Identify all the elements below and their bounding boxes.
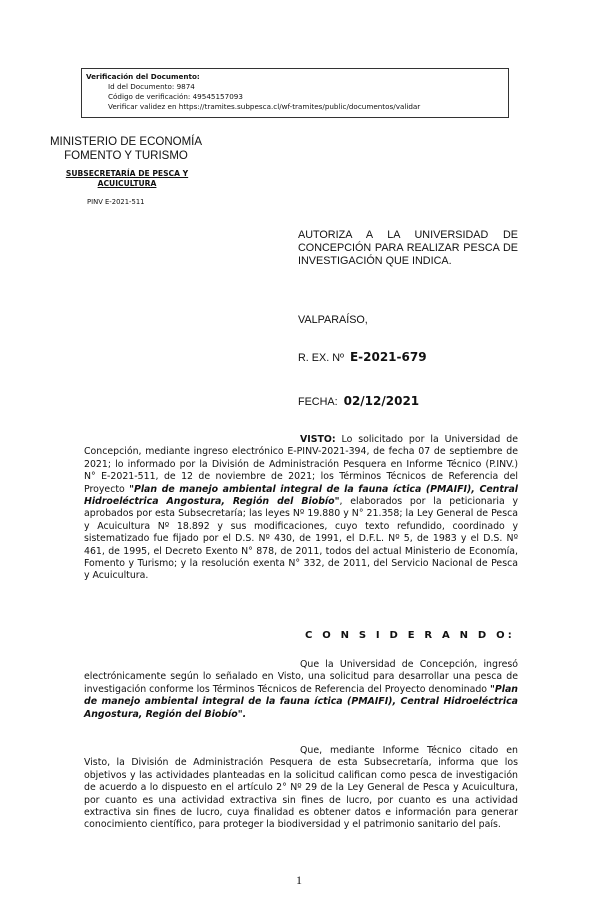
verification-url[interactable]: • Verificar validez en https://tramites.subpesca.cl/wf-tramites/public/documentos/validar [108, 102, 508, 112]
visto-text-a: Lo solicitado por la Universidad de Concepción, mediante ingreso electrónico E-PINV-2021-394, de fecha 07 de septiembre de 2021; lo informado por la División de Administración Pesquera en Informe Técnico (P.INV.) N° E-2021-511, de 12 de noviembre de 2021; los Términos Técnicos de Referencia del Proyecto [84, 434, 518, 495]
place: VALPARAÍSO, [298, 314, 368, 326]
ministry-line-1: MINISTERIO DE ECONOMÍA [49, 136, 203, 148]
ministry-name [40, 135, 212, 163]
resolution-summary: AUTORIZA A LA UNIVERSIDAD DE CONCEPCIÓN PARA REALIZAR PESCA DE INVESTIGACIÓN QUE INDICA. [298, 229, 518, 267]
considerando-heading: C O N S I D E R A N D O: [305, 630, 515, 641]
considerando-paragraph-1 [84, 659, 518, 721]
resolution-number [298, 350, 427, 364]
visto-project-name: "Plan de manejo ambiental integral de la fauna íctica (PMAIFI), Central Hidroeléctrica Angostura, Región del Biobío" [84, 483, 518, 508]
date-value: 02/12/2021 [343, 394, 420, 408]
considerando-p1-text: Que la Universidad de Concepción, ingresó electrónicamente según lo señalado en Visto, una solicitud para desarrollar una pesca de investigación conforme los Términos Técnicos de Referencia del Proyecto denominado [84, 659, 518, 695]
visto-paragraph [84, 434, 518, 583]
subsecretaria-name: SUBSECRETARÍA DE PESCA Y ACUICULTURA [65, 169, 189, 188]
visto-label: VISTO: [300, 434, 336, 445]
considerando-paragraph-2 [84, 745, 518, 832]
verification-document-id: • Id del Documento: 9874 [108, 82, 508, 92]
verification-box [81, 68, 509, 118]
visto-text-b: , elaborados por la peticionaria y aprobados por esta Subsecretaría; las leyes Nº 19.880 y N° 21.358; la Ley General de Pesca y Acuicultura Nº 18.892 y sus modificaciones, cuyo texto refundido, coordinado y sistematizado fue fijado por el D.S. Nº 430, de 1991, el D.F.L. Nº 5, de 1983 y el D.S. Nº 461, de 1995, el Decreto Exento N° 878, de 2011, todos del actual Ministerio de Economía, Fomento y Turismo; y la resolución exenta N° 332, de 2011, del Servicio Nacional de Pesca y Acuicultura. [84, 496, 518, 582]
date-label: FECHA: [298, 396, 338, 408]
page-number: 1 [296, 873, 302, 887]
resolution-value: E-2021-679 [349, 350, 427, 364]
considerando-p1-project: "Plan de manejo ambiental integral de la fauna íctica (PMAIFI), Central Hidroeléctrica Angostura, Región del Biobío". [84, 683, 518, 720]
pinv-reference: PINV E-2021-511 [87, 198, 145, 206]
verification-title: Verificación del Documento: [86, 72, 200, 81]
resolution-label: R. EX. Nº [298, 352, 344, 364]
verification-code: • Código de verificación: 49545157093 [108, 92, 508, 102]
resolution-date [298, 394, 419, 408]
ministry-line-2: FOMENTO Y TURISMO [64, 150, 188, 162]
considerando-p2-text: Que, mediante Informe Técnico citado en Visto, la División de Administración Pesquera de esta Subsecretaría, informa que los objetivos y las actividades planteadas en la solicitud califican como pesca de investigación de acuerdo a lo dispuesto en el artículo 2° Nº 29 de la Ley General de Pesca y Acuicultura, por cuanto es una actividad extractiva sin fines de lucro, por cuanto es una actividad extractiva sin fines de lucro, cuya finalidad es obtener datos e información para generar conocimiento científico, para proteger la biodiversidad y el patrimonio sanitario del país. [84, 745, 518, 831]
verification-list [86, 82, 508, 112]
